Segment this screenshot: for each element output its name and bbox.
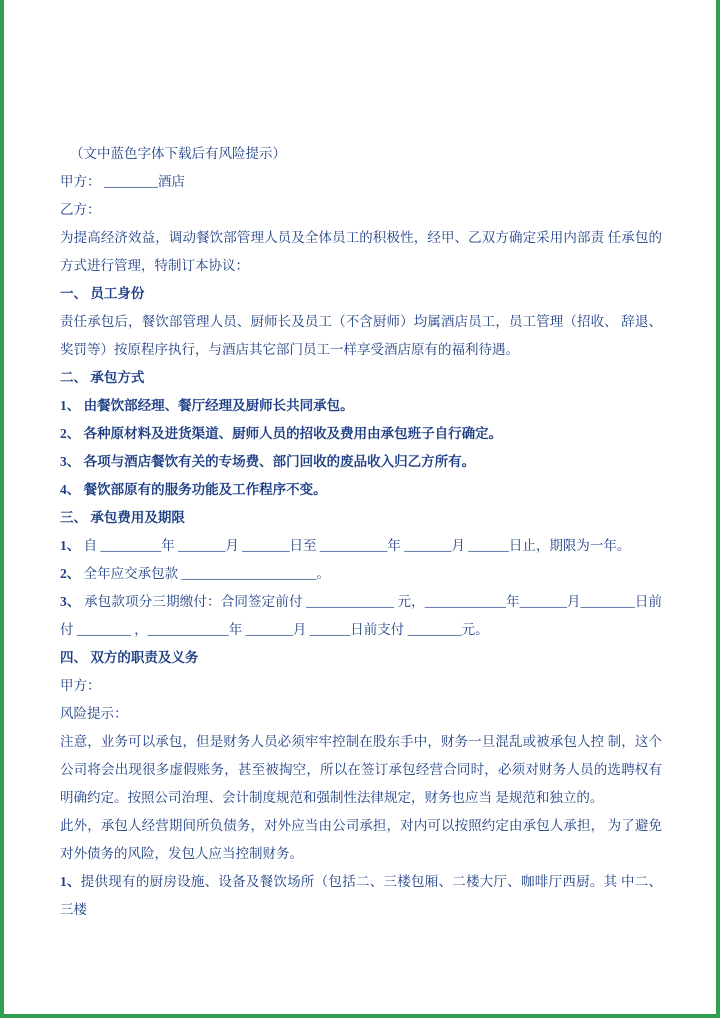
item-number: 2、 — [60, 566, 81, 581]
section-4-heading: 四、 双方的职责及义务 — [60, 650, 199, 665]
risk-tip-label: 风险提示： — [60, 706, 128, 721]
item-text: 自 _________年 _______月 _______日至 __________年 _______月 ______日止，期限为一年。 — [80, 538, 631, 553]
item-text: 提供现有的厨房设施、设备及餐饮场所（包括二、三楼包厢、二楼大厅、咖啡厅西厨。其 中二、三楼 — [60, 874, 663, 917]
section-2-item-2: 2、 各种原材料及进货渠道、厨师人员的招收及费用由承包班子自行确定。 — [60, 426, 503, 441]
section-3-item-3 — [60, 588, 662, 644]
section-4-item-1 — [60, 868, 662, 924]
page-border-right — [716, 0, 720, 1018]
item-number: 1、 — [60, 538, 81, 553]
section-2-heading: 二、 承包方式 — [60, 370, 145, 385]
item-number: 1、 — [60, 874, 81, 889]
party-b-line: 乙方： — [60, 202, 101, 217]
document-body — [60, 140, 662, 924]
page-border-bottom — [0, 1014, 720, 1018]
section-1-body: 责任承包后，餐饮部管理人员、厨师长及员工（不含厨师）均属酒店员工，员工管理（招收、 辞退、奖罚等）按原程序执行，与酒店其它部门员工一样享受酒店原有的福利待遇。 — [60, 314, 662, 357]
item-number: 3、 — [60, 594, 81, 609]
risk-tip-body-2: 此外，承包人经营期间所负债务，对外应当由公司承担，对内可以按照约定由承包人承担， 为了避免对外债务的风险，发包人应当控制财务。 — [60, 818, 662, 861]
item-text: 全年应交承包款 ____________________。 — [80, 566, 330, 581]
risk-tip-body-1: 注意，业务可以承包，但是财务人员必须牢牢控制在股东手中，财务一旦混乱或被承包人控 制，这个公司将会出现很多虚假账务，甚至被掏空，所以在签订承包经营合同时，必须对财务人员的选聘权有明确约定。按照公司治理、会计制度规范和强制性法律规定，财务也应当 是规范和独立的。 — [60, 734, 662, 805]
section-2-item-3: 3、 各项与酒店餐饮有关的专场费、部门回收的废品收入归乙方所有。 — [60, 454, 476, 469]
section-3-heading: 三、 承包费用及期限 — [60, 510, 185, 525]
section-2-item-4: 4、 餐饮部原有的服务功能及工作程序不变。 — [60, 482, 327, 497]
item-text: 承包款项分三期缴付：合同签定前付 _____________ 元，____________年_______月________日前付 ________ ，____________年 _______月 ______日前支付 ________元。 — [60, 594, 663, 637]
section-3-item-2 — [60, 560, 662, 588]
party-a-label: 甲方： — [60, 678, 101, 693]
page-border-left — [0, 0, 4, 1018]
section-2-item-1: 1、 由餐饮部经理、餐厅经理及厨师长共同承包。 — [60, 398, 354, 413]
party-a-line: 甲方： ________酒店 — [60, 174, 185, 189]
risk-color-note: （文中蓝色字体下载后有风险提示） — [70, 146, 286, 161]
section-1-heading: 一、 员工身份 — [60, 286, 145, 301]
section-3-item-1 — [60, 532, 662, 560]
preamble: 为提高经济效益，调动餐饮部管理人员及全体员工的积极性，经甲、乙双方确定采用内部责 任承包的方式进行管理，特制订本协议： — [60, 230, 662, 273]
